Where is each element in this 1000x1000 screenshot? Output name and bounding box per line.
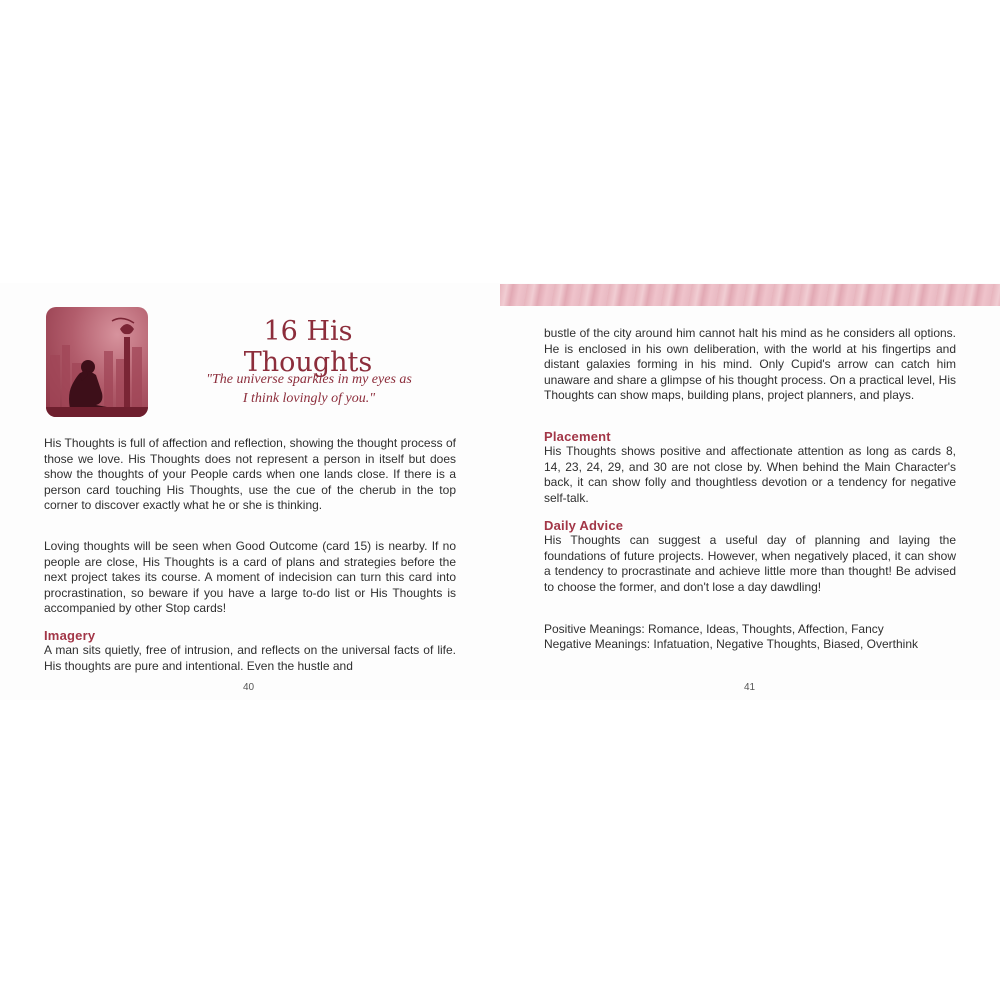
quote-line-1: "The universe sparkles in my eyes as	[206, 372, 412, 387]
daily-advice-text: His Thoughts can suggest a useful day of planning and laying the foundations of future projects. However, when negatively placed, it can show a tendency to procrastinate and achieve little more than thought! Be advised to choose the former, and don't lose a day dawdling!	[544, 533, 956, 594]
intro-paragraph: His Thoughts is full of affection and reflection, showing the thought process of those we love. His Thoughts does not represent a person in itself but does show the thoughts of your People cards when one lands close. If there is a person card touching His Thoughts, use the cue of the cherub in the top corner to discover exactly what he or she is thinking.	[44, 436, 456, 513]
card-illustration	[46, 307, 148, 417]
quote-line-2: I think lovingly of you."	[242, 391, 376, 406]
continued-text: bustle of the city around him cannot halt his mind as he considers all options. He is enclosed in his own deliberation, with the world at his fingertips and distant galaxies forming in his mind. Only Cupid's arrow can catch him unaware and share a glimpse of his thought process. On a practical level, His Thoughts can show maps, building plans, project planners, and plays.	[544, 326, 956, 403]
placement-text: His Thoughts shows positive and affectionate attention as long as cards 8, 14, 23, 24, 29, and 30 are not close by. When behind the Main Character's back, it can show folly and thoughtless devotion or a tendency for negative self-talk.	[544, 444, 956, 505]
page-number-right: 41	[744, 682, 756, 693]
imagery-heading: Imagery	[44, 628, 96, 643]
daily-advice-heading: Daily Advice	[544, 518, 624, 533]
negative-meanings: Negative Meanings: Infatuation, Negative Thoughts, Biased, Overthink	[544, 637, 918, 651]
decorative-banner	[500, 284, 1000, 306]
placement-heading: Placement	[544, 429, 611, 444]
second-paragraph: Loving thoughts will be seen when Good Outcome (card 15) is nearby. If no people are close, His Thoughts is a card of plans and strategies before the next project takes its course. A moment of indecision can turn this card into procrastination, so beware if you have a large to-do list or His Thoughts is accompanied by other Stop cards!	[44, 539, 456, 616]
card-title: 16 His Thoughts	[243, 316, 373, 378]
page-number-left: 40	[243, 682, 255, 693]
card-quote	[178, 370, 440, 408]
positive-meanings: Positive Meanings: Romance, Ideas, Thoughts, Affection, Fancy	[544, 622, 884, 636]
imagery-text: A man sits quietly, free of intrusion, and reflects on the universal facts of life. His thoughts are pure and intentional. Even the hustle and	[44, 643, 456, 673]
